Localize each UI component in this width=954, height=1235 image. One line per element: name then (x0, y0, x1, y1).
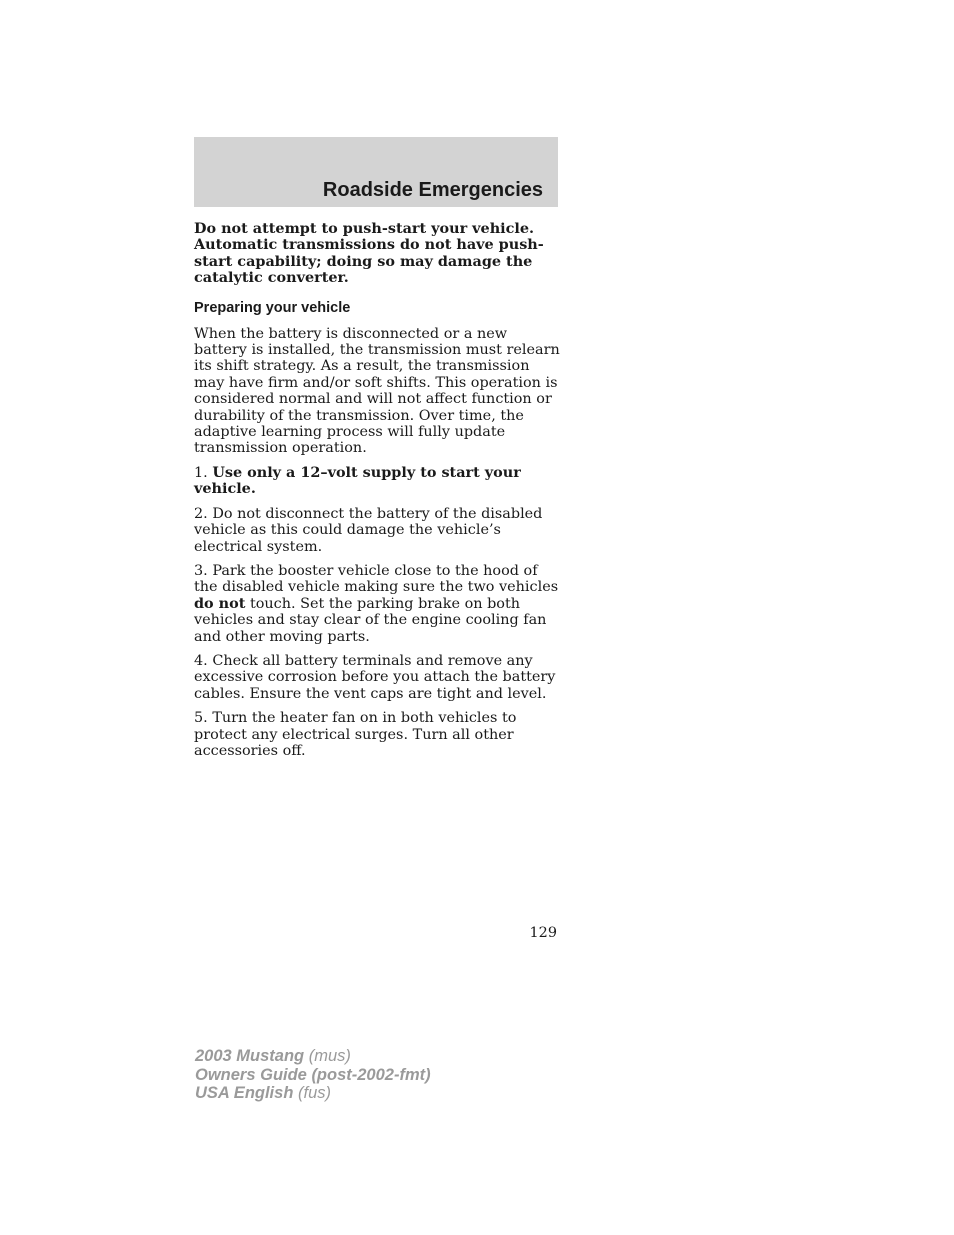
step-bold-text: Use only a 12–volt supply to start your vehicle. (194, 463, 521, 498)
document-footer (195, 1047, 431, 1103)
footer-language: USA English (195, 1084, 294, 1102)
step-text: Do not disconnect the battery of the disabled vehicle as this could damage the vehicle’s electrical system. (194, 505, 543, 555)
step-number: 3. (194, 562, 208, 579)
intro-paragraph: When the battery is disconnected or a new battery is installed, the transmission must relearn its shift strategy. As a result, the transmission may have firm and/or soft shifts. This operation is considered normal and will not affect function or durability of the transmission. Over time, the adaptive learning process will fully update transmission operation. (194, 325, 560, 457)
warning-text: Do not attempt to push-start your vehicle. Automatic transmissions do not have push-start capability; doing so may damage the catalytic converter. (194, 220, 544, 287)
page-content (194, 221, 560, 767)
subheading-preparing-vehicle: Preparing your vehicle (194, 299, 351, 316)
step-number: 4. (194, 652, 208, 669)
step-text-before: Park the booster vehicle close to the hood of the disabled vehicle making sure the two vehicles (194, 562, 559, 596)
step-1 (194, 465, 560, 498)
section-header-band (194, 137, 558, 207)
step-text-after: touch. Set the parking brake on both vehicles and stay clear of the engine cooling fan and other moving parts. (194, 595, 547, 645)
section-title: Roadside Emergencies (322, 179, 543, 201)
page-number: 129 (529, 925, 557, 941)
step-text: Turn the heater fan on in both vehicles to protect any electrical surges. Turn all other accessories off. (194, 710, 517, 759)
step-text: Check all battery terminals and remove any excessive corrosion before you attach the battery cables. Ensure the vent caps are tight and level. (194, 652, 556, 702)
step-number: 2. (194, 505, 208, 522)
step-4 (194, 653, 560, 702)
footer-model-code: (mus) (308, 1047, 351, 1065)
step-number: 5. (194, 710, 208, 727)
step-3 (194, 563, 560, 645)
footer-line-3 (195, 1084, 431, 1103)
step-2 (194, 506, 560, 555)
step-5 (194, 710, 560, 759)
footer-model: 2003 Mustang (195, 1047, 305, 1065)
footer-line-2 (195, 1066, 431, 1085)
footer-line-1 (195, 1047, 431, 1066)
footer-guide: Owners Guide (post-2002-fmt) (195, 1065, 431, 1084)
step-number: 1. (194, 464, 208, 481)
step-bold-text: do not (194, 594, 246, 612)
footer-language-code: (fus) (298, 1084, 331, 1102)
